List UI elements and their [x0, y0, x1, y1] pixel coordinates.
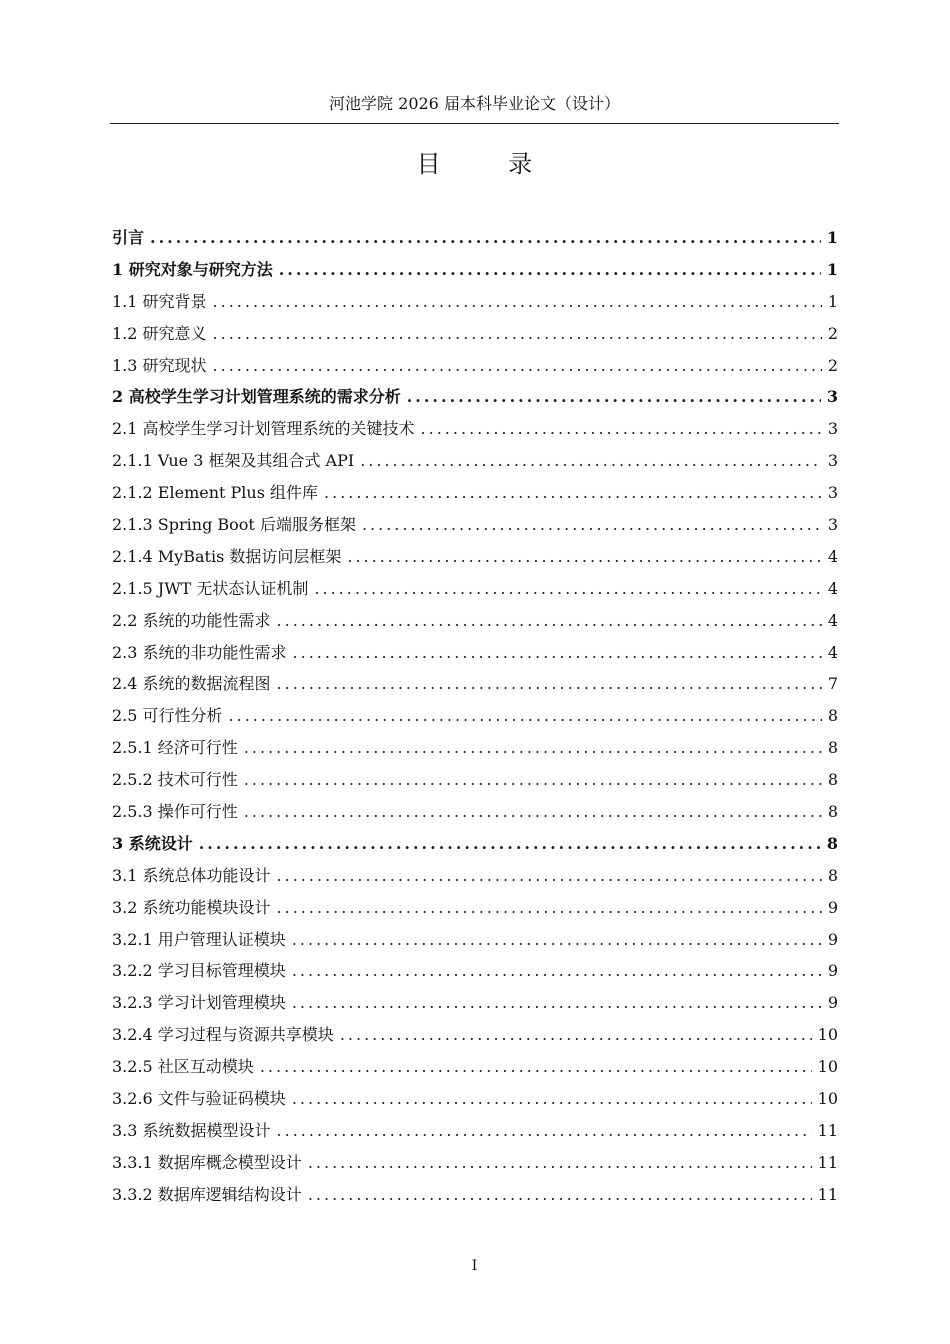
toc-entry[interactable] [112, 255, 838, 287]
toc-entry-page-number: 8 [826, 833, 838, 853]
toc-dot-leader [277, 861, 822, 891]
toc-entry-page-number: 11 [817, 1152, 838, 1172]
toc-entry[interactable] [112, 478, 838, 510]
toc-dot-leader [150, 223, 821, 253]
toc-entry-page-number: 1 [826, 228, 838, 247]
toc-entry-label: 3.2.4 学习过程与资源共享模块 [112, 1025, 334, 1045]
toc-entry-page-number: 4 [827, 546, 838, 566]
toc-entry[interactable] [112, 1020, 838, 1052]
toc-entry[interactable] [112, 382, 838, 414]
toc-entry-label: 2.2 系统的功能性需求 [112, 610, 271, 630]
toc-entry-page-number: 8 [827, 770, 838, 790]
toc-entry[interactable] [112, 829, 838, 861]
toc-entry-label: 3 系统设计 [112, 833, 193, 853]
toc-entry[interactable] [112, 638, 838, 670]
toc-entry[interactable] [112, 1116, 838, 1148]
toc-entry-page-number: 10 [817, 1089, 838, 1109]
toc-entry[interactable] [112, 1052, 838, 1084]
toc-entry-page-number: 3 [827, 451, 838, 471]
toc-dot-leader [277, 1116, 812, 1146]
toc-entry-label: 2.4 系统的数据流程图 [112, 674, 271, 694]
toc-entry-label: 3.2.3 学习计划管理模块 [112, 993, 286, 1013]
toc-dot-leader [347, 542, 821, 572]
toc-entry[interactable] [112, 956, 838, 988]
toc-entry-label: 3.2.1 用户管理认证模块 [112, 929, 286, 949]
toc-dot-leader [308, 1148, 812, 1178]
toc-entry[interactable] [112, 319, 838, 351]
toc-entry-page-number: 9 [827, 929, 838, 949]
toc-entry-label: 2.1.5 JWT 无状态认证机制 [112, 578, 309, 598]
toc-entry[interactable] [112, 1148, 838, 1180]
toc-entry-label: 2.1.4 MyBatis 数据访问层框架 [112, 546, 342, 566]
toc-entry-page-number: 3 [826, 387, 838, 407]
toc-entry-page-number: 1 [827, 291, 838, 311]
table-of-contents [112, 223, 838, 1212]
toc-entry[interactable] [112, 701, 838, 733]
toc-dot-leader [308, 1180, 812, 1210]
toc-dot-leader [244, 765, 822, 795]
toc-entry-label: 2.5 可行性分析 [112, 706, 223, 726]
toc-dot-leader [213, 319, 822, 349]
page-header: 河池学院 2026 届本科毕业论文（设计） [329, 94, 620, 113]
toc-dot-leader [292, 1084, 812, 1114]
toc-entry-page-number: 4 [827, 610, 838, 630]
toc-entry[interactable] [112, 1084, 838, 1116]
toc-entry-page-number: 8 [827, 865, 838, 885]
toc-dot-leader [314, 574, 821, 604]
toc-entry-page-number: 1 [826, 259, 838, 279]
toc-entry-label: 3.3.1 数据库概念模型设计 [112, 1152, 302, 1172]
toc-entry[interactable] [112, 765, 838, 797]
toc-entry-label: 2.1 高校学生学习计划管理系统的关键技术 [112, 419, 415, 439]
toc-entry-page-number: 11 [817, 1120, 838, 1140]
toc-entry-page-number: 9 [827, 993, 838, 1013]
toc-dot-leader [244, 733, 822, 763]
toc-entry-page-number: 10 [817, 1057, 838, 1077]
toc-entry[interactable] [112, 574, 838, 606]
toc-entry[interactable] [112, 510, 838, 542]
toc-entry-page-number: 8 [827, 738, 838, 758]
toc-entry-page-number: 7 [827, 674, 838, 694]
toc-entry-page-number: 11 [817, 1184, 838, 1204]
toc-dot-leader [293, 638, 822, 668]
toc-entry-label: 1.3 研究现状 [112, 355, 207, 375]
toc-entry-label: 3.1 系统总体功能设计 [112, 865, 271, 885]
toc-dot-leader [260, 1052, 812, 1082]
toc-entry-label: 1 研究对象与研究方法 [112, 259, 273, 279]
toc-entry[interactable] [112, 606, 838, 638]
toc-entry-page-number: 8 [827, 706, 838, 726]
toc-entry-page-number: 4 [827, 578, 838, 598]
toc-dot-leader [213, 351, 822, 381]
toc-entry-label: 3.2.2 学习目标管理模块 [112, 961, 286, 981]
toc-entry-label: 2.3 系统的非功能性需求 [112, 642, 287, 662]
toc-dot-leader [292, 988, 822, 1018]
toc-dot-leader [213, 287, 822, 317]
toc-entry-page-number: 4 [827, 642, 838, 662]
toc-entry-page-number: 2 [827, 355, 838, 375]
toc-entry-page-number: 2 [827, 323, 838, 343]
header-divider [110, 123, 839, 124]
toc-entry-label: 2.5.2 技术可行性 [112, 770, 238, 790]
page-number: I [471, 1258, 478, 1274]
toc-entry-page-number: 9 [827, 897, 838, 917]
toc-entry[interactable] [112, 733, 838, 765]
toc-entry-label: 3.2 系统功能模块设计 [112, 897, 271, 917]
toc-entry[interactable] [112, 861, 838, 893]
toc-dot-leader [407, 382, 821, 412]
toc-entry[interactable] [112, 414, 838, 446]
toc-dot-leader [292, 956, 822, 986]
toc-entry-label: 3.3.2 数据库逻辑结构设计 [112, 1184, 302, 1204]
toc-entry-label: 1.2 研究意义 [112, 323, 207, 343]
toc-entry[interactable] [112, 988, 838, 1020]
toc-entry-label: 3.2.5 社区互动模块 [112, 1057, 254, 1077]
toc-dot-leader [360, 446, 822, 476]
toc-entry-label: 3.2.6 文件与验证码模块 [112, 1089, 286, 1109]
toc-entry-page-number: 3 [827, 515, 838, 535]
toc-entry[interactable] [112, 542, 838, 574]
toc-dot-leader [421, 414, 822, 444]
page-title: 目 录 [416, 150, 563, 178]
toc-dot-leader [229, 701, 822, 731]
toc-entry[interactable] [112, 797, 838, 829]
toc-dot-leader [340, 1020, 812, 1050]
toc-entry-label: 引言 [112, 228, 145, 247]
toc-entry[interactable] [112, 893, 838, 925]
toc-entry[interactable] [112, 287, 838, 319]
toc-dot-leader [244, 797, 822, 827]
toc-entry-label: 3.3 系统数据模型设计 [112, 1120, 271, 1140]
toc-entry[interactable] [112, 925, 838, 957]
toc-entry-label: 2.1.2 Element Plus 组件库 [112, 483, 319, 503]
toc-entry[interactable] [112, 446, 838, 478]
toc-dot-leader [292, 925, 822, 955]
toc-entry-label: 2 高校学生学习计划管理系统的需求分析 [112, 387, 401, 407]
toc-dot-leader [277, 606, 822, 636]
toc-entry-label: 2.5.1 经济可行性 [112, 738, 238, 758]
toc-dot-leader [277, 669, 822, 699]
toc-entry-label: 2.1.1 Vue 3 框架及其组合式 API [112, 451, 355, 471]
toc-entry[interactable] [112, 351, 838, 383]
toc-dot-leader [362, 510, 822, 540]
toc-entry[interactable] [112, 1180, 838, 1212]
toc-dot-leader [199, 829, 821, 859]
toc-entry-page-number: 8 [827, 802, 838, 822]
toc-dot-leader [279, 255, 821, 285]
toc-entry-label: 2.1.3 Spring Boot 后端服务框架 [112, 515, 356, 535]
toc-entry[interactable] [112, 223, 838, 255]
toc-entry[interactable] [112, 669, 838, 701]
toc-entry-label: 1.1 研究背景 [112, 291, 207, 311]
toc-entry-label: 2.5.3 操作可行性 [112, 802, 238, 822]
toc-dot-leader [324, 478, 822, 508]
toc-entry-page-number: 3 [827, 483, 838, 503]
toc-entry-page-number: 3 [827, 419, 838, 439]
toc-dot-leader [277, 893, 822, 923]
toc-entry-page-number: 10 [817, 1025, 838, 1045]
toc-entry-page-number: 9 [827, 961, 838, 981]
